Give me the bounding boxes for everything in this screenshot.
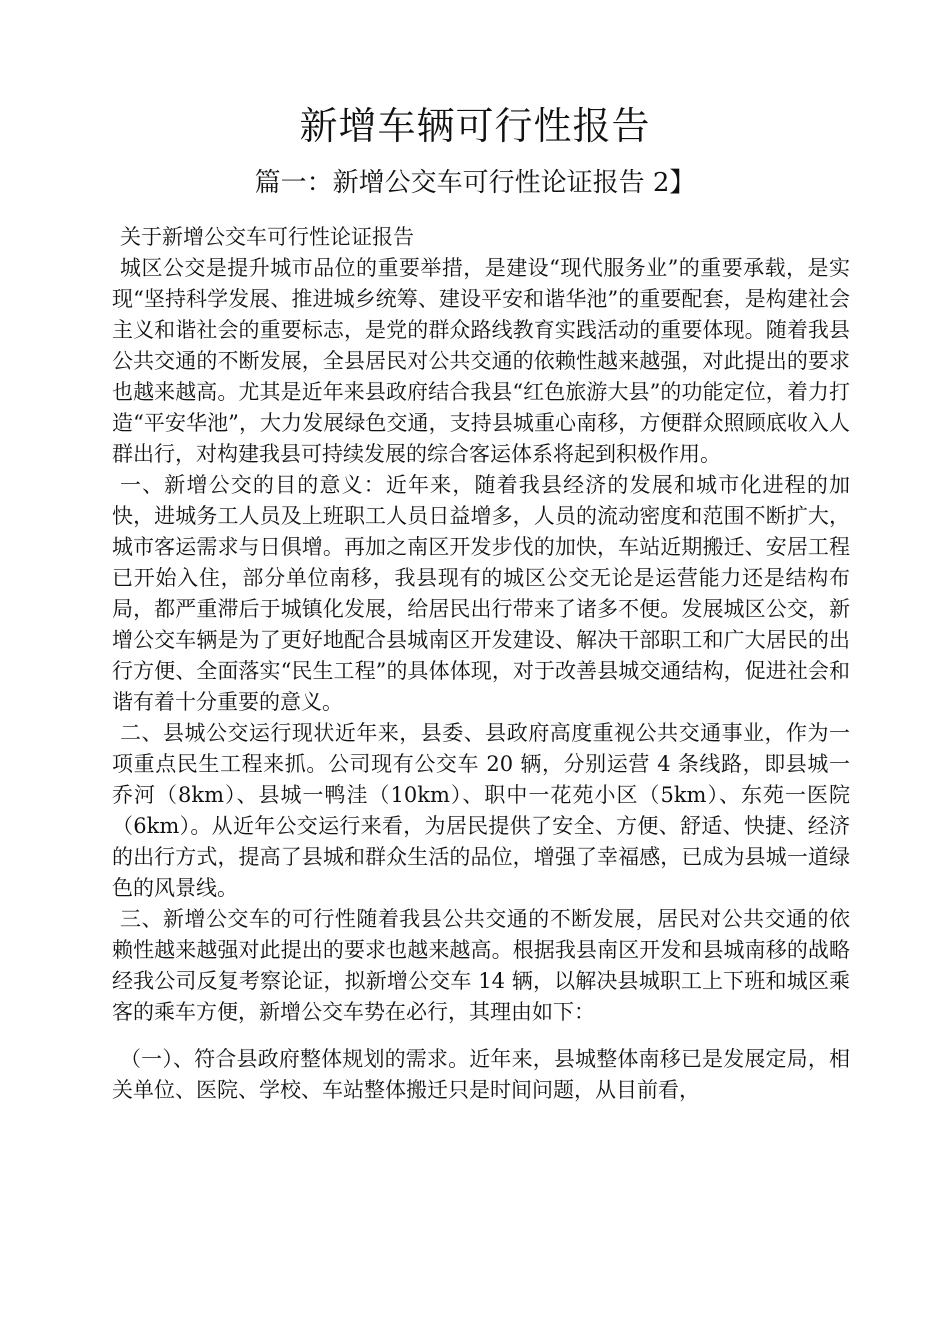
paragraph-section-3: 三、新增公交车的可行性随着我县公共交通的不断发展，居民对公共交通的依赖性越来越强对此提出的要求也越来越高。根据我县南区开发和县城南移的战略经我公司反复考察论证，拟新增公交车 14 辆，以解决县城职工上下班和城区乘客的乘车方便，新增公交车势在必行，其理由如下： (112, 907, 850, 1024)
document-body (112, 222, 850, 1106)
paragraph-intro: 城区公交是提升城市品位的重要举措，是建设“现代服务业”的重要承载，是实现“坚持科学发展、推进城乡统筹、建设平安和谐华池”的重要配套，是构建社会主义和谐社会的重要标志，是党的群众路线教育实践活动的重要体现。随着我县公共交通的不断发展，全县居民对公共交通的依赖性越来越强，对此提出的要求也越来越高。尤其是近年来县政府结合我县“红色旅游大县”的功能定位，着力打造“平安华池”，大力发展绿色交通，支持县城重心南移，方便群众照顾底收入人群出行，对构建我县可持续发展的综合客运体系将起到积极作用。 (112, 256, 850, 466)
document-subtitle: 篇一：新增公交车可行性论证报告 2】 (254, 168, 696, 198)
report-heading: 关于新增公交车可行性论证报告 (120, 225, 414, 249)
paragraph-subsection-1: （一）、符合县政府整体规划的需求。近年来，县城整体南移已是发展定局，相关单位、医院、学校、车站整体搬迁只是时间问题，从目前看， (112, 1047, 850, 1102)
paragraph-section-2: 二、县城公交运行现状近年来，县委、县政府高度重视公共交通事业，作为一项重点民生工程来抓。公司现有公交车 20 辆，分别运营 4 条线路，即县城一乔河（8km）、县城一鸭洼（10km）、职中一花苑小区（5km）、东苑一医院（6km）。从近年公交运行来看，为居民提供了安全、方便、舒适、快捷、经济的出行方式，提高了县城和群众生活的品位，增强了幸福感，已成为县城一道绿色的风景线。 (112, 721, 850, 900)
document-title: 新增车辆可行性报告 (299, 104, 651, 148)
paragraph-section-1: 一、新增公交的目的意义：近年来，随着我县经济的发展和城市化进程的加快，进城务工人员及上班职工人员日益增多，人员的流动密度和范围不断扩大，城市客运需求与日俱增。再加之南区开发步伐的加快，车站近期搬迁、安居工程已开始入住，部分单位南移，我县现有的城区公交无论是运营能力还是结构布局，都严重滞后于城镇化发展，给居民出行带来了诸多不便。发展城区公交，新增公交车辆是为了更好地配合县城南区开发建设、解决干部职工和广大居民的出行方便、全面落实“民生工程”的具体体现，对于改善县城交通结构，促进社会和谐有着十分重要的意义。 (112, 473, 850, 714)
